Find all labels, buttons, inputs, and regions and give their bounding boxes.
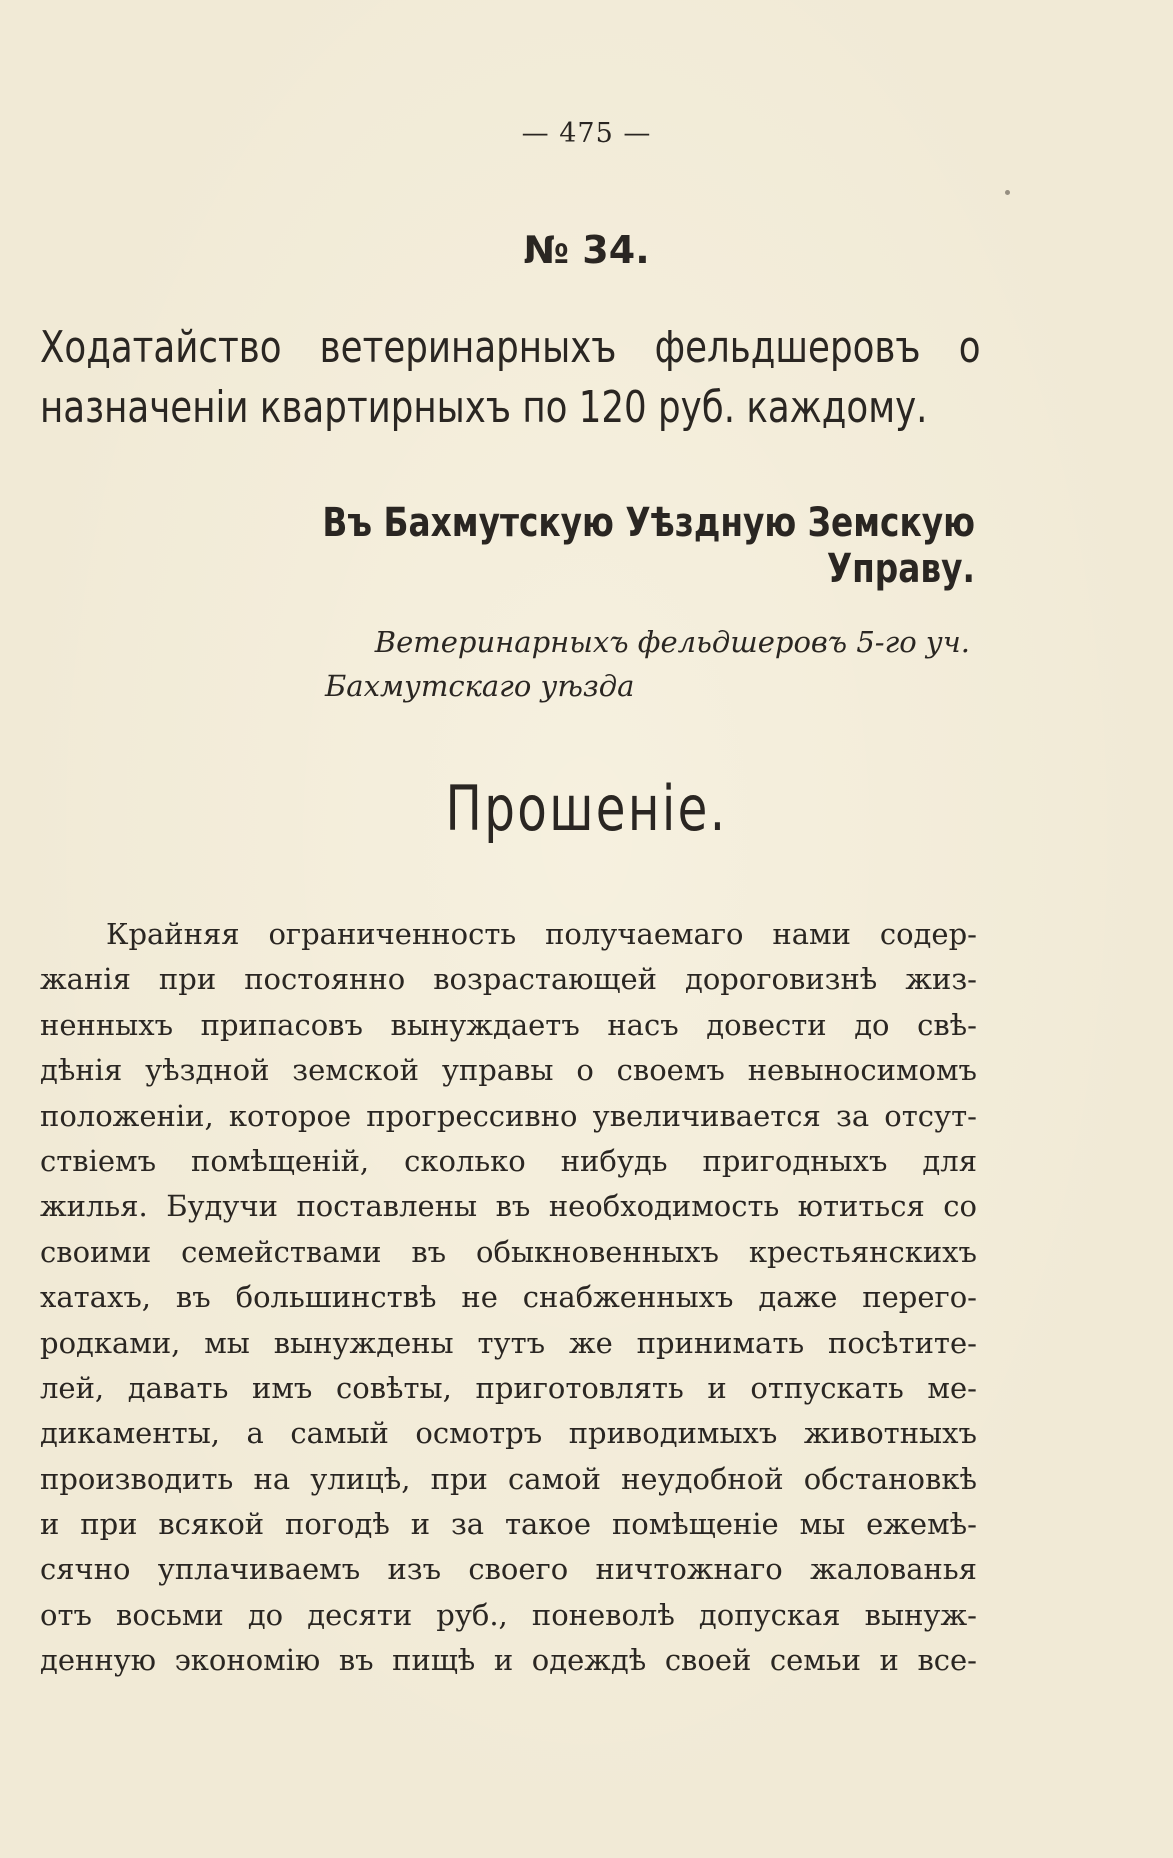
body-line-words: хатахъ, въ большинствѣ не снабженныхъ даже перего- xyxy=(40,1280,977,1315)
body-line xyxy=(40,1502,977,1547)
body-paragraph xyxy=(40,912,977,1684)
sender-block xyxy=(0,620,970,708)
page-number: — 475 — xyxy=(521,118,652,149)
ink-speck xyxy=(1005,190,1010,195)
body-line xyxy=(40,912,977,957)
petition-heading: Прошеніе. xyxy=(445,772,728,845)
body-line xyxy=(40,1411,977,1456)
body-line xyxy=(40,1547,977,1592)
body-line-words: ствіемъ помѣщеній, сколько нибудь пригодныхъ для xyxy=(40,1143,977,1178)
title-line: назначеніи квартирныхъ по 120 руб. каждому. xyxy=(40,382,928,433)
body-line-words: производить на улицѣ, при самой неудобной обстановкѣ xyxy=(40,1461,977,1496)
body-line-words: ненныхъ припасовъ вынуждаетъ насъ довести до свѣ- xyxy=(40,1007,977,1042)
body-line xyxy=(40,1593,977,1638)
title-line: Ходатайство ветеринарныхъ фельдшеровъ о xyxy=(40,322,981,373)
body-line-words: отъ восьми до десяти руб., поневолѣ допуская вынуж- xyxy=(40,1597,977,1632)
body-line-words: родками, мы вынуждены тутъ же принимать посѣтите- xyxy=(40,1325,977,1360)
body-line-words: и при всякой погодѣ и за такое помѣщеніе мы ежемѣ- xyxy=(40,1507,977,1542)
body-line-words: сячно уплачиваемъ изъ своего ничтожнаго жалованья xyxy=(40,1552,977,1587)
body-line-words: Крайняя ограниченность получаемаго нами содер- xyxy=(106,917,977,951)
document-number: № 34. xyxy=(523,228,650,272)
body-line xyxy=(40,1638,977,1683)
body-line xyxy=(40,957,977,1002)
body-line-words: дикаменты, а самый осмотръ приводимыхъ животныхъ xyxy=(40,1416,977,1451)
body-line-words: лей, давать имъ совѣты, приготовлять и отпускать ме- xyxy=(40,1370,977,1405)
body-line-words: дѣнія уѣздной земской управы о своемъ невыносимомъ xyxy=(40,1053,977,1088)
body-line xyxy=(40,1275,977,1320)
body-line xyxy=(40,1230,977,1275)
sender-line: Бахмутскаго уѣзда xyxy=(325,669,635,703)
body-line-words: положеніи, которое прогрессивно увеличивается за отсут- xyxy=(40,1098,977,1133)
body-line-words: денную экономію въ пищѣ и одеждѣ своей семьи и все- xyxy=(40,1643,977,1678)
body-line xyxy=(40,1094,977,1139)
addressee: Въ Бахмутскую Уѣздную Земскую Управу. xyxy=(322,500,975,592)
sender-line: Ветеринарныхъ фельдшеровъ 5-го уч. xyxy=(374,625,970,659)
body-line-words: жанія при постоянно возрастающей дороговизнѣ жиз- xyxy=(40,962,977,997)
body-line xyxy=(40,1139,977,1184)
body-line-words: жилья. Будучи поставлены въ необходимость ютиться со xyxy=(40,1189,977,1224)
body-line xyxy=(40,1184,977,1229)
body-line-words: своими семействами въ обыкновенныхъ крестьянскихъ xyxy=(40,1234,977,1269)
body-line xyxy=(40,1048,977,1093)
body-line xyxy=(40,1003,977,1048)
body-line xyxy=(40,1457,977,1502)
body-line xyxy=(40,1366,977,1411)
body-line xyxy=(40,1321,977,1366)
petition-title xyxy=(40,318,981,438)
